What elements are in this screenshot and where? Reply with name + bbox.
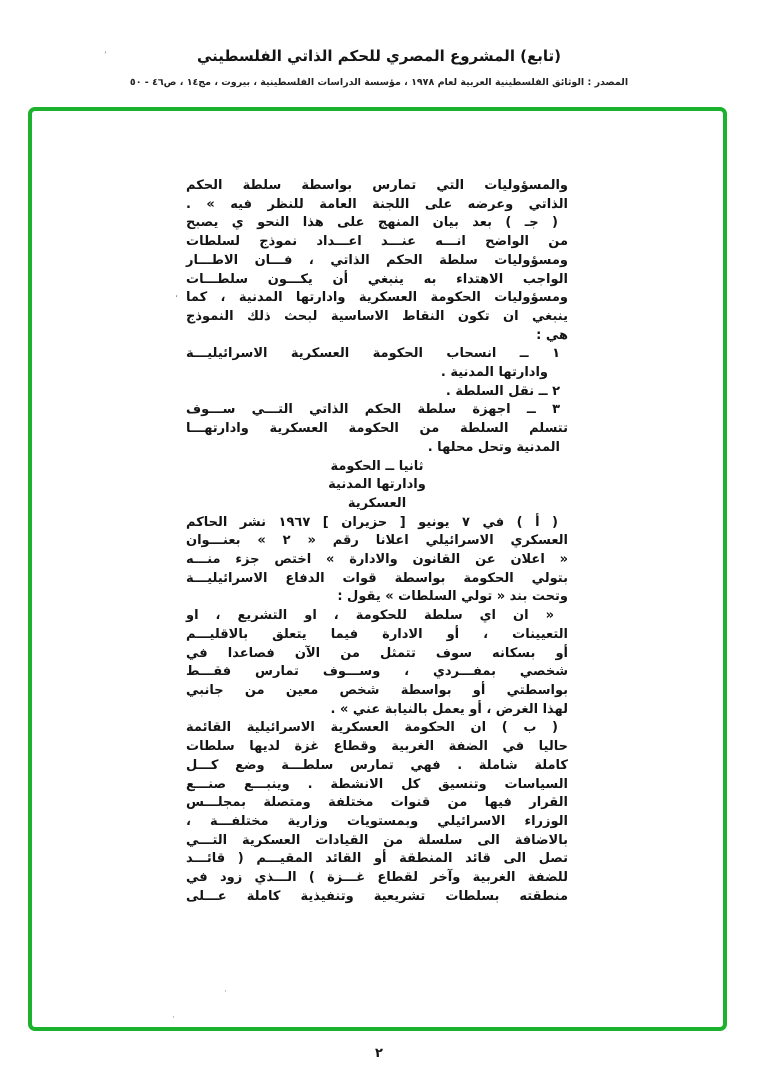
- text-line: منطقته بسلطات تشريعية وتنفيذية كاملة عـــلى: [186, 888, 568, 904]
- text-line: بالاضافة الى سلسلة من القيادات العسكرية التـــي: [186, 832, 568, 848]
- text-line: وتحت بند « تولي السلطات » يقول :: [337, 589, 568, 605]
- scan-speck: ·: [172, 1013, 175, 1023]
- text-line: القرار فيها من قنوات مختلفة ومتصلة بمجلـــس: [186, 795, 568, 811]
- document-body: [186, 177, 568, 906]
- source-citation: المصدر : الوثائق الفلسطينية العربية لعام ١٩٧٨ ، مؤسسة الدراسات الفلسطينية ، بيروت ، مج١٤ ، ص٤٦ - ٥٠: [129, 77, 629, 88]
- text-line: « ان اي سلطة للحكومة ، او التشريع ، او: [186, 608, 554, 624]
- text-line: بتولي الحكومة بواسطة قوات الدفاع الاسرائيليـــة: [186, 570, 568, 586]
- text-line: حاليا في الضفة الغربية وقطاع غزة لديها سلطات: [186, 739, 568, 755]
- text-line: ١ ــ انسحاب الحكومة العسكرية الاسرائيليـــة: [186, 346, 560, 362]
- text-line: ( ب ) ان الحكومة العسكرية الاسرائيلية القائمة: [186, 720, 558, 736]
- text-line: العسكرية: [347, 495, 407, 511]
- text-line: ( أ ) في ٧ يونيو [ حزيران ] ١٩٦٧ نشر الحاكم: [186, 514, 559, 530]
- text-line: هي :: [536, 327, 568, 343]
- text-line: الوزراء الاسرائيلي وبمستويات وزارية مختلفـــة ،: [186, 813, 568, 829]
- text-line: ٣ ــ اجهزة سلطة الحكم الذاتي التـــي ســـوف: [186, 402, 560, 418]
- text-line: كاملة شاملة . فهي تمارس سلطـــة وضع كـــل: [186, 757, 568, 773]
- text-line: الواجب الاهتداء به ينبغي أن يكـــون سلطـــات: [186, 271, 568, 287]
- text-line: ثانيا ــ الحكومة: [330, 458, 424, 474]
- text-line: أو بسكانه سوف تتمثل من الآن فصاعدا في: [186, 645, 568, 661]
- text-line: التعيينات ، أو الادارة فيما يتعلق بالاقليـــم: [186, 626, 568, 642]
- text-line: الذاتي وعرضه على اللجنة العامة للنظر فيه » .: [186, 196, 568, 212]
- text-line: المدنية وتحل محلها .: [427, 439, 560, 455]
- text-line: والمسؤوليات التي تمارس بواسطة سلطة الحكم: [186, 178, 568, 193]
- text-line: تصل الى قائد المنطقة أو القائد المقيـــم ( قائـــد: [186, 851, 568, 867]
- text-line: تتسلم السلطة من الحكومة العسكرية وادارتهـــا: [186, 421, 568, 437]
- text-line: وادارتها المدنية: [328, 477, 426, 493]
- text-line: ( جـ ) بعد بيان المنهج على هذا النحو ي يصبح: [186, 215, 558, 231]
- document-title: (تابع) المشروع المصري للحكم الذاتي الفلسطيني: [196, 47, 562, 65]
- text-line: ينبغي ان تكون النقاط الاساسية لبحث ذلك النموذج: [186, 308, 568, 324]
- scan-speck: ،: [175, 290, 178, 300]
- text-line: « اعلان عن القانون والادارة » اختص جزء منـــه: [186, 552, 568, 568]
- scan-speck: ·: [224, 987, 227, 997]
- text-line: للضفة الغربية وآخر لقطاع غـــزة ) الـــذي زود في: [186, 870, 568, 886]
- text-line: لهذا الغرض ، أو يعمل بالنيابة عني » .: [330, 701, 568, 717]
- text-line: بواسطتي أو بواسطة شخص معين من جانبي: [186, 682, 568, 698]
- text-line: ومسؤوليات الحكومة العسكرية وادارتها المدنية ، كما: [186, 290, 568, 306]
- text-line: ٢ ــ نقل السلطة .: [445, 383, 560, 399]
- text-line: وادارتها المدنية .: [440, 365, 548, 381]
- page-number: ٢: [375, 1046, 383, 1061]
- text-line: العسكري الاسرائيلي اعلانا رقم « ٢ » بعنـــوان: [186, 533, 569, 549]
- text-line: شخصي بمفـــردي ، وســـوف تمارس فقـــط: [186, 664, 568, 680]
- text-line: السياسات وتنسيق كل الانشطة . وينبـــع صنـــع: [186, 776, 568, 792]
- text-line: ومسؤوليات سلطة الحكم الذاتي ، فـــان الاطـــار: [186, 252, 568, 268]
- text-line: من الواضح انـــه عنـــد اعـــداد نموذج لسلطات: [186, 234, 568, 250]
- scan-speck: ʼ: [104, 51, 107, 61]
